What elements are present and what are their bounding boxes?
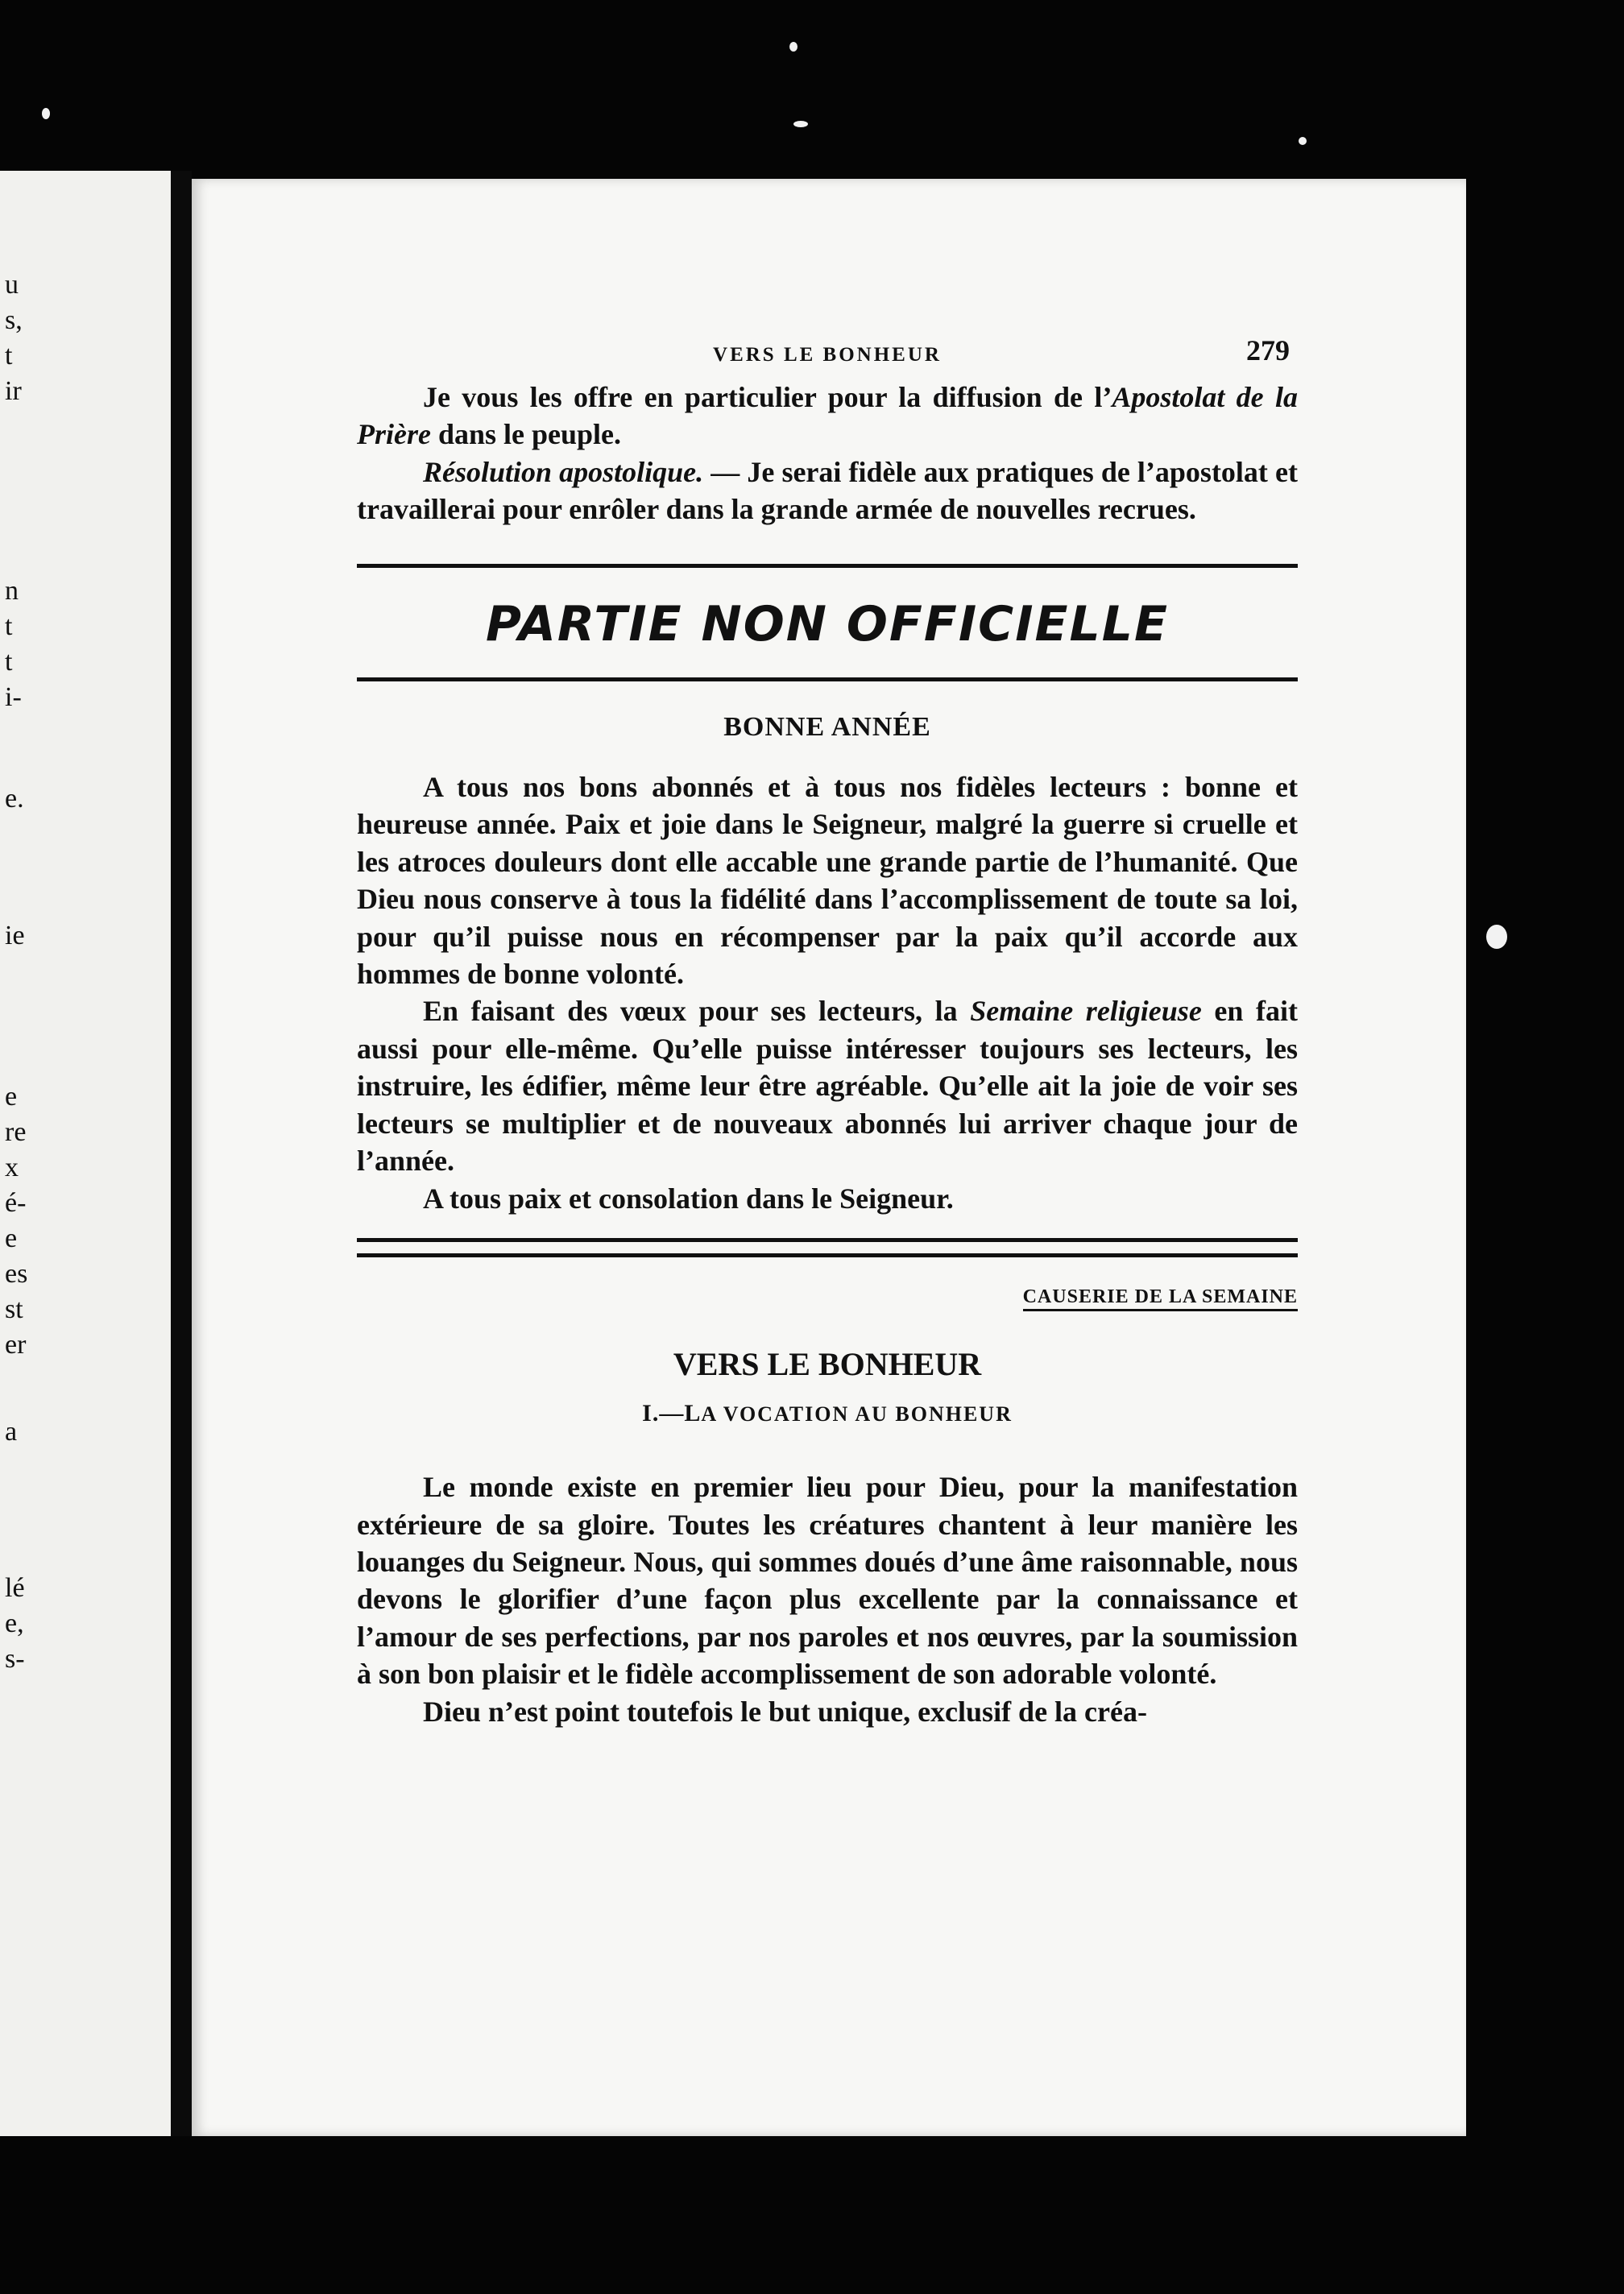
book-page xyxy=(192,179,1466,2136)
scan-speck xyxy=(789,42,798,52)
text-run: Dieu n’est point toutefois le but unique, exclusif de la créa- xyxy=(423,1695,1147,1728)
scan-speck xyxy=(42,108,50,119)
article-title: BONNE ANNÉE xyxy=(723,711,931,742)
adjacent-page-fragment: ir xyxy=(5,376,22,406)
text-run: Le monde existe en premier lieu pour Dieu, pour la manifestation extérieure de sa gloire. Toutes les créatures chantent à leur manière les louanges du Seigneur. Nous, qui sommes doués d’une âme raisonnable, nous devons le glorifier d’une façon plus excellente par la connaissance et l’amour de ses perfections, par nos paroles et nos œuvres, par la soumission à son bon plaisir et le fidèle accomplissement de son adorable volonté. xyxy=(357,1471,1298,1691)
adjacent-page-fragment: i- xyxy=(5,682,22,712)
article-title: VERS LE BONHEUR xyxy=(673,1346,982,1383)
section-rule xyxy=(357,677,1298,681)
chapter-title: A VOCATION AU BONHEUR xyxy=(701,1402,1013,1426)
double-rule xyxy=(357,1238,1298,1257)
adjacent-page-fragment: n xyxy=(5,576,19,606)
adjacent-page-fragment: s- xyxy=(5,1644,25,1674)
italic-text: Résolution apostolique. xyxy=(423,455,704,488)
paragraph xyxy=(357,768,1298,992)
text-run: En faisant des vœux pour ses lecteurs, la xyxy=(423,995,971,1028)
column-label-text: CAUSERIE DE LA SEMAINE xyxy=(1023,1286,1298,1311)
adjacent-page-fragment: e, xyxy=(5,1609,24,1638)
paragraph xyxy=(357,992,1298,1179)
section-banner: PARTIE NON OFFICIELLE xyxy=(486,595,1169,652)
adjacent-page-fragment: es xyxy=(5,1259,28,1289)
paragraph xyxy=(357,453,1298,528)
adjacent-page-fragment: e. xyxy=(5,784,24,814)
scan-speck xyxy=(1486,925,1507,949)
paragraph xyxy=(357,1180,1298,1217)
running-head xyxy=(357,332,1298,372)
adjacent-page-fragment: t xyxy=(5,647,13,677)
adjacent-page-text xyxy=(0,171,56,2136)
text-run: — Je serai fidèle aux pratiques de l’apostolat et travaillerai pour enrôler dans la grande armée de nouvelles recrues. xyxy=(357,455,1298,526)
adjacent-page-fragment: u xyxy=(5,270,19,300)
text-run: A tous paix et consolation dans le Seigneur. xyxy=(423,1182,954,1215)
paragraph xyxy=(357,1468,1298,1692)
page-gutter xyxy=(171,171,192,2136)
adjacent-page-fragment: e xyxy=(5,1224,18,1253)
adjacent-page-fragment: x xyxy=(5,1153,19,1182)
adjacent-page-fragment: st xyxy=(5,1294,23,1324)
column-label xyxy=(357,1278,1298,1315)
text-run: Je vous les offre en particulier pour la diffusion de l’ xyxy=(423,381,1112,413)
adjacent-page-fragment: re xyxy=(5,1117,27,1147)
chapter-prefix: I.—L xyxy=(642,1399,702,1427)
scan-speck xyxy=(793,121,808,127)
adjacent-page xyxy=(0,171,171,2136)
adjacent-page-fragment: er xyxy=(5,1330,27,1360)
article-body xyxy=(357,768,1298,1217)
adjacent-page-fragment: t xyxy=(5,611,13,641)
adjacent-page-fragment: é- xyxy=(5,1188,27,1218)
adjacent-page-fragment: e xyxy=(5,1082,18,1112)
page-number: 279 xyxy=(1246,334,1290,366)
adjacent-page-fragment: ie xyxy=(5,921,25,950)
paragraph xyxy=(357,1693,1298,1730)
text-run: A tous nos bons abonnés et à tous nos fidèles lecteurs : bonne et heureuse année. Paix et joie dans le Seigneur, malgré la guerre si cruelle et les atroces douleurs dont elle accable une grande partie de l’humanité. Que Dieu nous conserve à tous la fidélité dans l’accomplissement de toute sa loi, pour qu’il puisse nous en récompenser par la paix qu’il accorde aux hommes de bonne volonté. xyxy=(357,771,1298,991)
adjacent-page-fragment: lé xyxy=(5,1573,25,1603)
running-head-title: VERS LE BONHEUR xyxy=(713,344,942,366)
text-run: dans le peuple. xyxy=(430,418,622,451)
page-text xyxy=(357,332,1298,1730)
adjacent-page-fragment: s, xyxy=(5,305,23,335)
text-run: en fait aussi pour elle-même. Qu’elle puisse intéresser toujours ses lecteurs, les instruire, les édifier, même leur être agréable. Qu’elle ait la joie de voir ses lecteurs se multiplier et de nouveaux abonnés lui arriver chaque jour de l’année. xyxy=(357,995,1298,1178)
chapter-heading xyxy=(357,1395,1298,1433)
scan-speck xyxy=(1299,137,1307,145)
top-paragraphs xyxy=(357,379,1298,528)
paragraph xyxy=(357,379,1298,453)
article-body xyxy=(357,1468,1298,1730)
italic-text: Apostolat de la Prière xyxy=(357,381,1298,451)
section-rule xyxy=(357,564,1298,568)
adjacent-page-fragment: a xyxy=(5,1417,18,1447)
italic-text: Semaine religieuse xyxy=(970,995,1202,1028)
adjacent-page-fragment: t xyxy=(5,341,13,371)
